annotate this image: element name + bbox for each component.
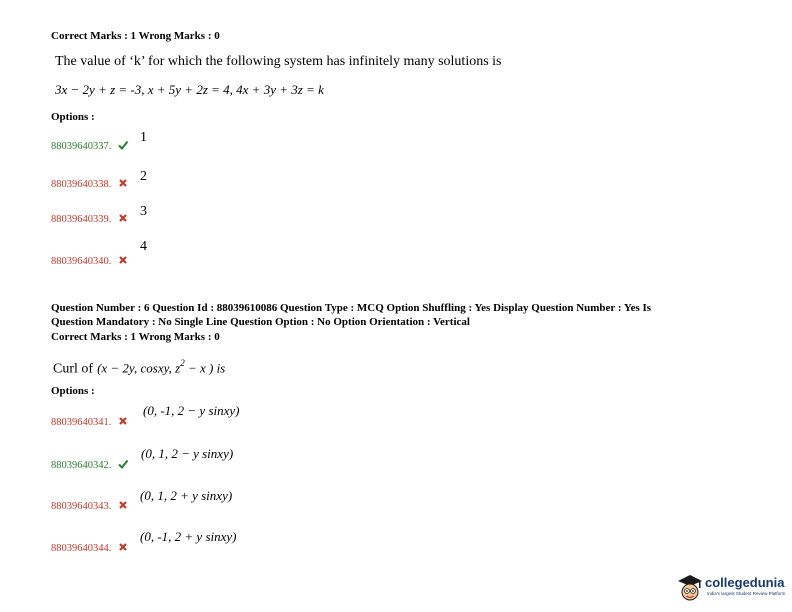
q2-question-text (53, 358, 225, 377)
q2-option-3-value: (0, 1, 2 + y sinxy) (140, 488, 233, 503)
logo-name: collegedunia (705, 575, 785, 590)
option-id: 88039640340. (51, 256, 112, 267)
q1-options-label: Options : (51, 111, 95, 123)
check-icon (118, 140, 128, 150)
q1-option-1-value: 1 (140, 130, 147, 145)
cross-icon (118, 416, 128, 426)
option-id: 88039640342. (51, 460, 112, 471)
q1-option-3 (51, 209, 128, 227)
cross-icon (118, 213, 128, 223)
cross-icon (118, 542, 128, 552)
option-id: 88039640341. (51, 417, 112, 428)
q1-option-3-value: 3 (140, 204, 147, 219)
q2-option-3 (51, 496, 128, 514)
cross-icon (118, 178, 128, 188)
q2-option-4-value: (0, -1, 2 + y sinxy) (140, 529, 237, 544)
q1-marks-line: Correct Marks : 1 Wrong Marks : 0 (51, 30, 220, 42)
q2-question-math-a: (x − 2y, cosxy, z (97, 360, 181, 376)
q2-option-2-value: (0, 1, 2 − y sinxy) (141, 446, 234, 461)
q1-option-4-value: 4 (140, 239, 147, 254)
option-id: 88039640343. (51, 501, 112, 512)
q1-option-2 (51, 174, 128, 192)
cross-icon (118, 255, 128, 265)
q2-header-line-1: Question Number : 6 Question Id : 88039610086 Question Type : MCQ Option Shuffling : Yes Display Question Number : Yes Is (51, 302, 652, 314)
logo-tagline: India's largest Student Review Platform (707, 591, 786, 596)
q2-options-label: Options : (51, 385, 95, 397)
q2-header-line-2: Question Mandatory : No Single Line Question Option : No Option Orientation : Vertical (51, 316, 470, 328)
graduate-mascot-icon (676, 572, 704, 604)
q2-option-4 (51, 538, 128, 556)
option-id: 88039640344. (51, 543, 112, 554)
q2-question-prefix: Curl of (53, 361, 94, 377)
q2-option-1 (51, 412, 128, 430)
q2-marks-line: Correct Marks : 1 Wrong Marks : 0 (51, 331, 220, 343)
q2-option-1-value: (0, -1, 2 − y sinxy) (143, 403, 240, 418)
option-id: 88039640337. (51, 141, 112, 152)
q1-option-1 (51, 136, 128, 154)
collegedunia-logo (676, 572, 788, 604)
q1-question-text: The value of ‘k’ for which the following system has infinitely many solutions is (55, 54, 502, 69)
option-id: 88039640338. (51, 179, 112, 190)
cross-icon (118, 500, 128, 510)
check-icon (118, 459, 128, 469)
q2-question-math-b: − x ) is (184, 360, 226, 376)
q2-question-math-sup: 2 (180, 358, 185, 368)
q1-option-2-value: 2 (140, 169, 147, 184)
q2-option-2 (51, 455, 128, 473)
q1-option-4 (51, 251, 128, 269)
option-id: 88039640339. (51, 214, 112, 225)
q1-equation: 3x − 2y + z = -3, x + 5y + 2z = 4, 4x + 3y + 3z = k (55, 82, 324, 97)
